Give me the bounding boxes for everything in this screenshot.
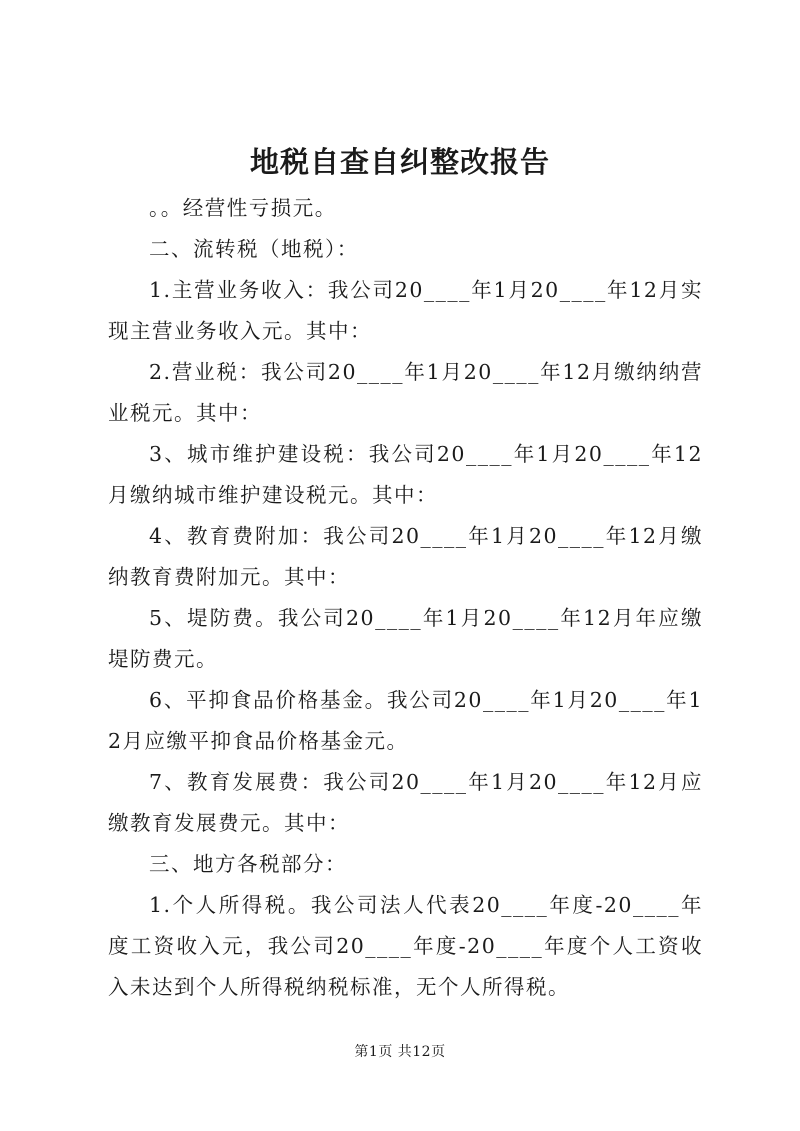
paragraph-embankment-fee: 5、堤防费。我公司20____年1月20____年12月年应缴堤防费元。 [108,606,703,671]
paragraph-personal-income-tax: 1.个人所得税。我公司法人代表20____年度-20____年度工资收入元，我公司20____年度-20____年度个人工资收入未达到个人所得税纳税标准，无个人所得税。 [108,893,703,999]
document-body [108,188,703,1008]
paragraph-business-tax: 2.营业税：我公司20____年1月20____年12月缴纳纳营业税元。其中： [108,360,703,425]
paragraph-operating-loss: 。。经营性亏损元。 [149,196,337,220]
paragraph-education-surcharge: 4、教育费附加：我公司20____年1月20____年12月缴纳教育费附加元。其中： [108,524,703,589]
section-heading-local-taxes: 三、地方各税部分： [149,852,347,876]
paragraph-main-business-income: 1.主营业务收入：我公司20____年1月20____年12月实现主营业务收入元。其中： [108,278,703,343]
page-footer: 第1页 共12页 [354,1044,446,1060]
paragraph-urban-maintenance-tax: 3、城市维护建设税：我公司20____年1月20____年12月缴纳城市维护建设税元。其中： [108,442,703,507]
paragraph-education-development-fee: 7、教育发展费：我公司20____年1月20____年12月应缴教育发展费元。其中： [108,770,703,835]
document-title: 地税自查自纠整改报告 [249,145,550,179]
paragraph-food-price-fund: 6、平抑食品价格基金。我公司20____年1月20____年12月应缴平抑食品价格基金元。 [108,688,703,753]
section-heading-turnover-tax: 二、流转税（地税）： [149,237,359,261]
